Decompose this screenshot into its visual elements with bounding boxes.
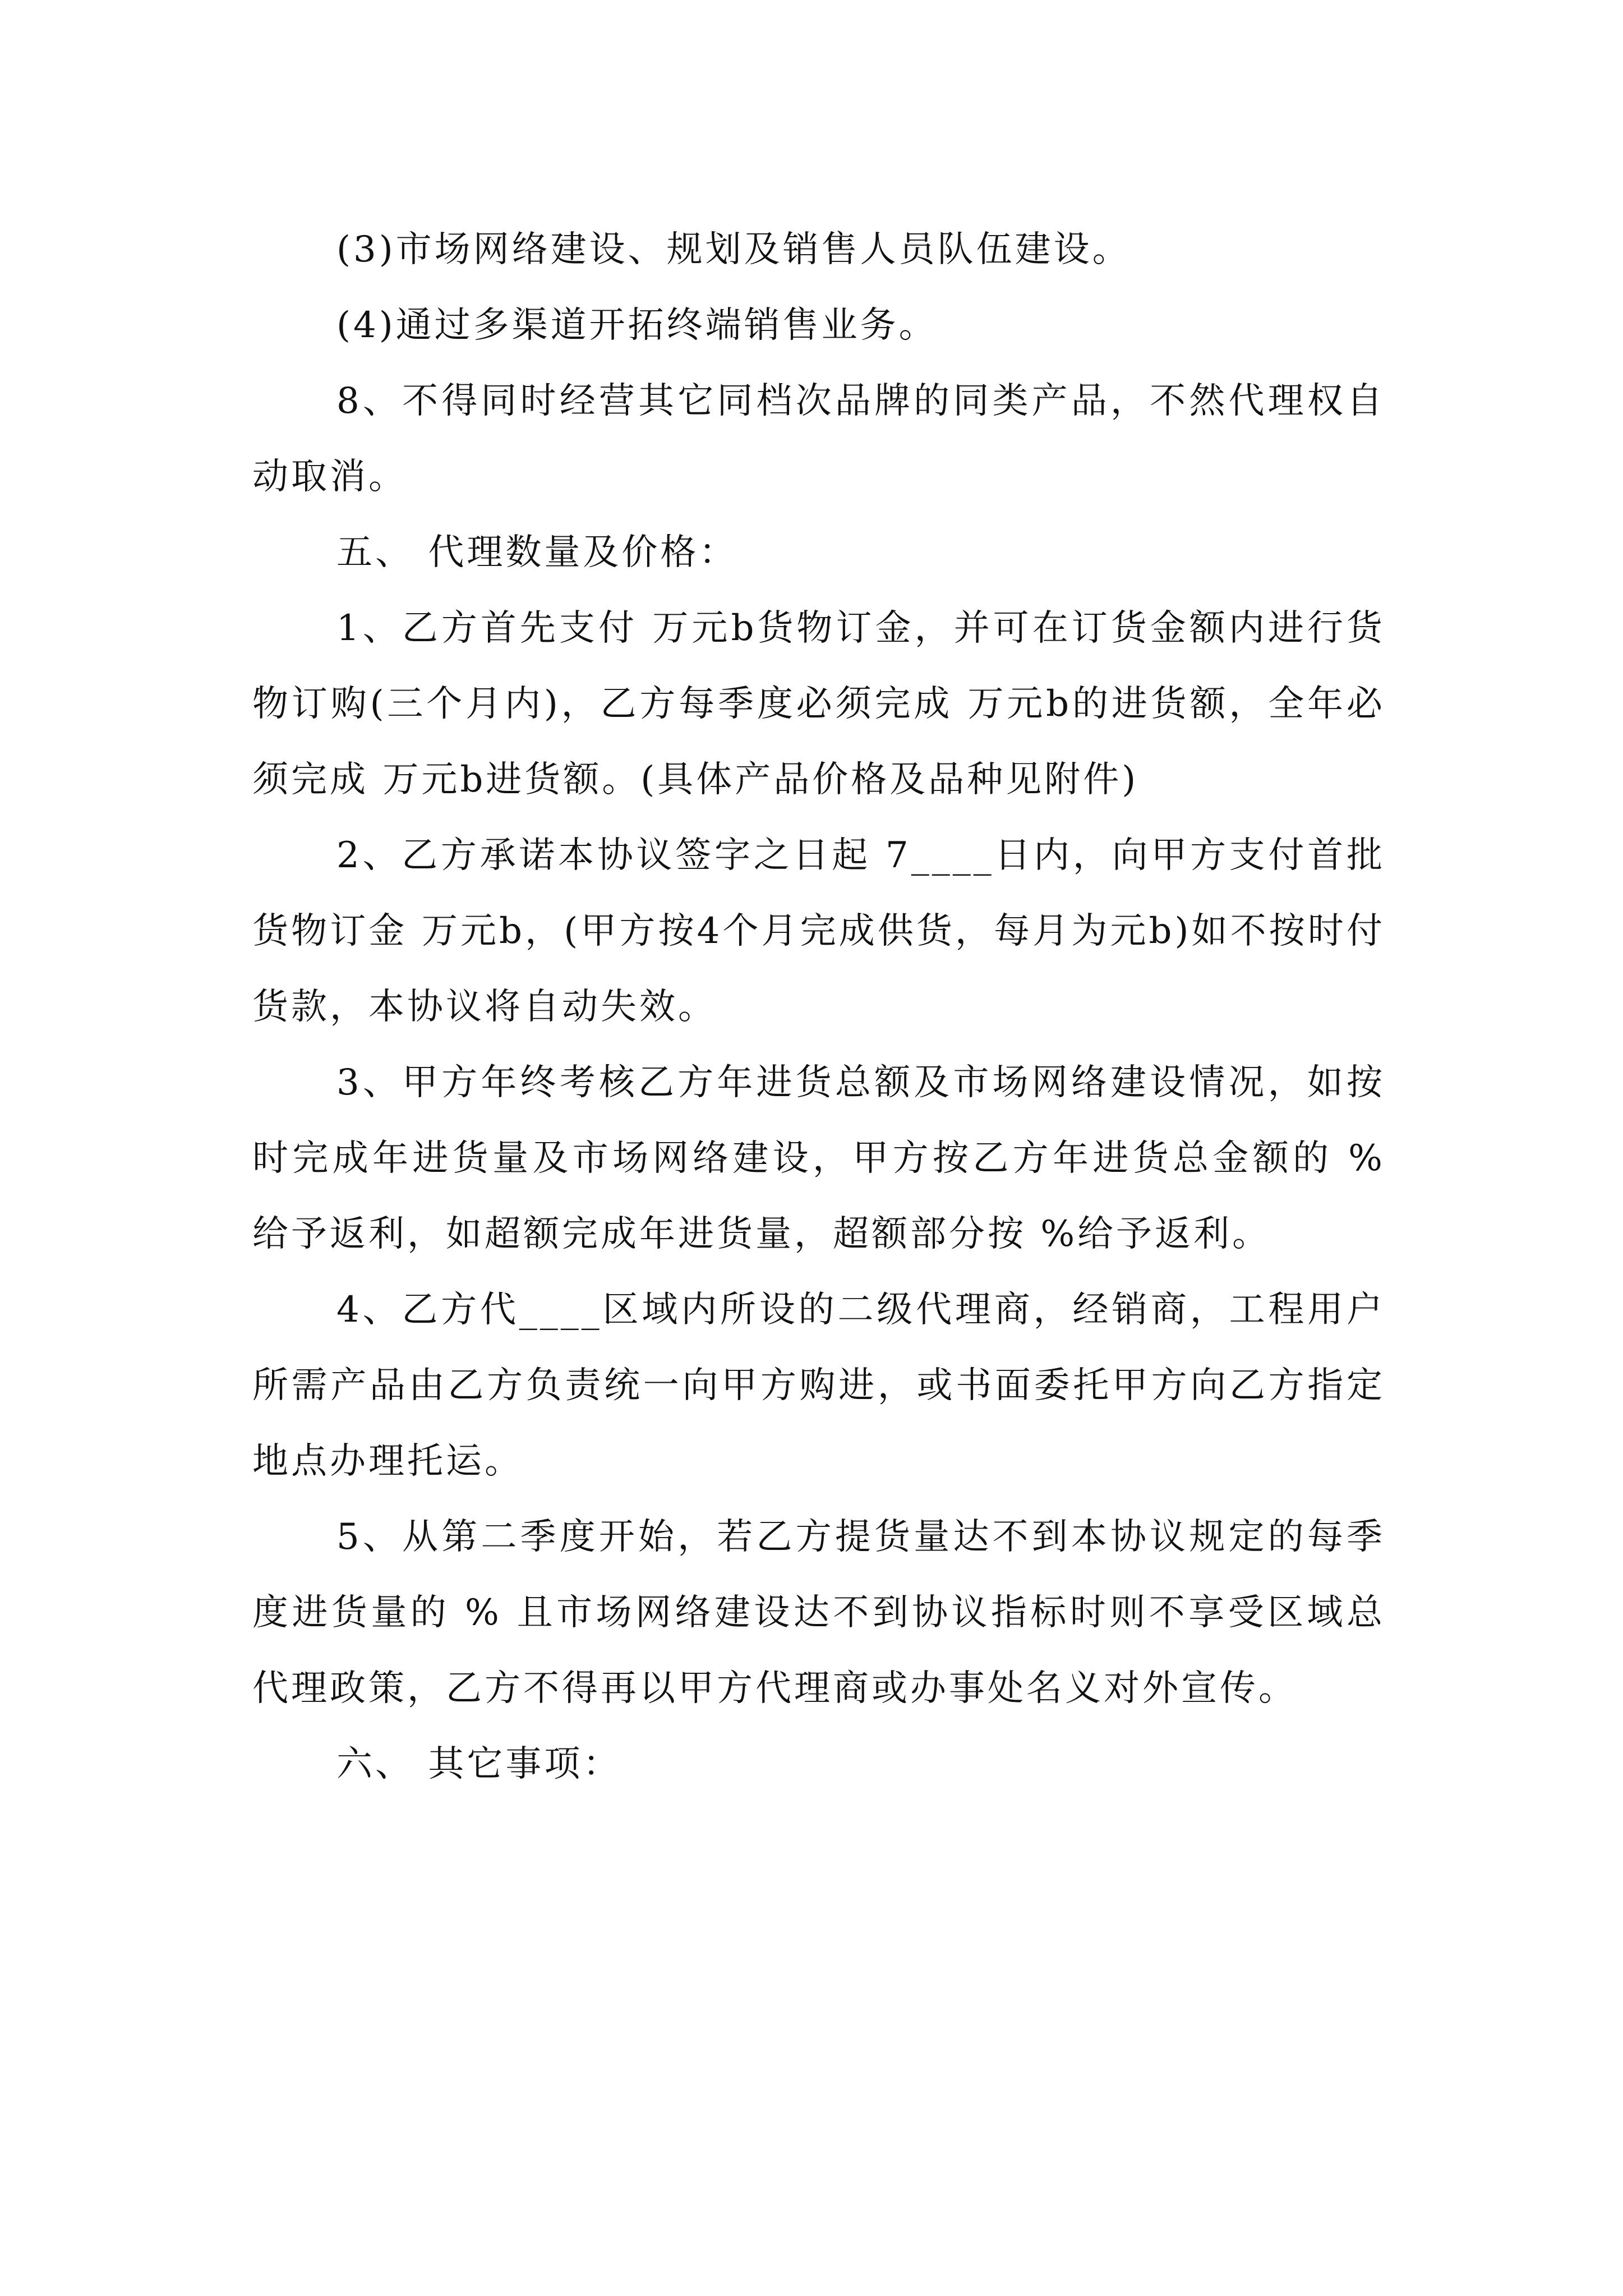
section-heading-quantity-price: 五、 代理数量及价格： <box>336 532 738 573</box>
paragraph-clause-1: 1、乙方首先支付 万元b货物订金，并可在订货金额内进行货物订购(三个月内)，乙方每季度必须完成 万元b的进货额，全年必须完成 万元b进货额。(具体产品价格及品种见附件) <box>252 608 1385 800</box>
paragraph-item-4: (4)通过多渠道开拓终端销售业务。 <box>336 305 938 346</box>
section-heading-other-matters: 六、 其它事项： <box>336 1743 622 1785</box>
paragraph-item-3: (3)市场网络建设、规划及销售人员队伍建设。 <box>336 229 1131 270</box>
paragraph-clause-4: 4、乙方代____区域内所设的二级代理商，经销商，工程用户所需产品由乙方负责统一向甲方购进，或书面委托甲方向乙方指定地点办理托运。 <box>252 1289 1385 1482</box>
document-body <box>252 212 1385 1802</box>
paragraph-clause-3: 3、甲方年终考核乙方年进货总额及市场网络建设情况，如按时完成年进货量及市场网络建设，甲方按乙方年进货总金额的 %给予返利，如超额完成年进货量，超额部分按 %给予返利。 <box>252 1062 1385 1255</box>
paragraph-clause-8: 8、不得同时经营其它同档次品牌的同类产品，不然代理权自动取消。 <box>252 380 1385 498</box>
paragraph-clause-2: 2、乙方承诺本协议签字之日起 7____日内，向甲方支付首批货物订金 万元b，(甲方按4个月完成供货，每月为元b)如不按时付货款，本协议将自动失效。 <box>252 835 1385 1028</box>
paragraph-clause-5: 5、从第二季度开始，若乙方提货量达不到本协议规定的每季度进货量的 % 且市场网络建设达不到协议指标时则不享受区域总代理政策，乙方不得再以甲方代理商或办事处名义对外宣传。 <box>252 1516 1385 1709</box>
